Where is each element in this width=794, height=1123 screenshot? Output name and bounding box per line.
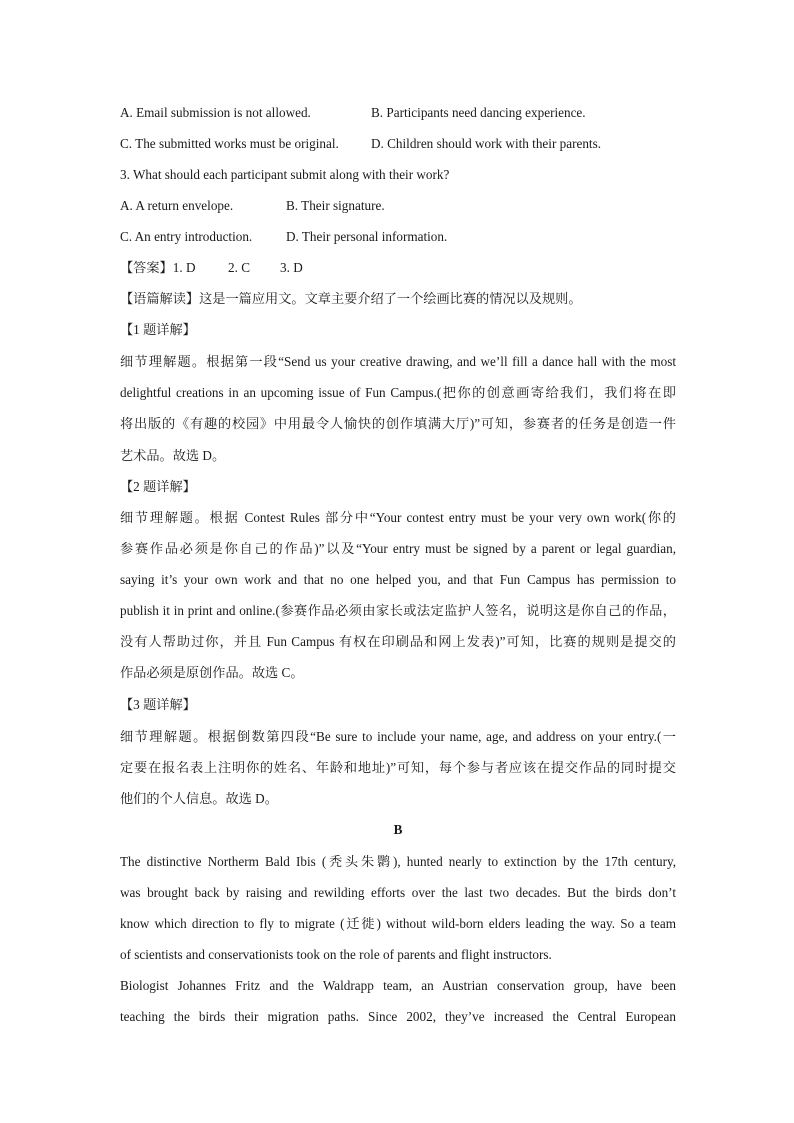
section-b-line: teaching the birds their migration paths. Since 2002, they’ve increased the Central European	[120, 1009, 676, 1024]
detail2-line: 没有人帮助过你，并且 Fun Campus 有权在印刷品和网上发表)”可知，比赛的规则是提交的	[120, 634, 676, 649]
q2-options-row-2	[120, 134, 676, 154]
detail2-line: saying it’s your own work and that no one helped you, and that Fun Campus has permission to	[120, 572, 676, 587]
detail1-line: 将出版的《有趣的校园》中用最令人愉快的创作填满大厅)”可知，参赛者的任务是创造一件	[120, 416, 676, 431]
section-b-line: The distinctive Northerm Bald Ibis (秃头朱鹮), hunted nearly to extinction by the 17th century,	[120, 854, 676, 869]
q2-option-d: D. Children should work with their parents.	[371, 136, 602, 151]
q3-question: 3. What should each participant submit along with their work?	[120, 167, 450, 182]
section-b-title: B	[393, 822, 403, 837]
detail2-line: 参赛作品必须是你自己的作品)”以及“Your entry must be signed by a parent or legal guardian,	[120, 541, 676, 556]
detail1-line: delightful creations in an upcoming issue of Fun Campus.(把你的创意画寄给我们，我们将在即	[120, 385, 676, 400]
section-b-line: know which direction to fly to migrate (迁徙) without wild-born elders leading the way. So a team	[120, 916, 676, 931]
section-b-line: was brought back by raising and rewilding efforts over the last two decades. But the birds don’t	[120, 885, 676, 900]
q2-option-c: C. The submitted works must be original.	[120, 136, 339, 151]
answer-item: 3. D	[280, 260, 303, 275]
detail2-line: publish it in print and online.(参赛作品必须由家长或法定监护人签名，说明这是你自己的作品，	[120, 603, 676, 618]
detail1-line: 细节理解题。根据第一段“Send us your creative drawing, and we’ll fill a dance hall with the most	[120, 354, 676, 369]
summary-line	[120, 289, 676, 309]
section-b-line: Biologist Johannes Fritz and the Waldrapp team, an Austrian conservation group, have been	[120, 978, 676, 993]
answer-label: 【答案】	[120, 260, 173, 275]
detail2-line: 作品必须是原创作品。故选 C。	[120, 665, 304, 680]
detail3-line: 他们的个人信息。故选 D。	[120, 791, 278, 806]
q3-option-c: C. An entry introduction.	[120, 229, 253, 244]
detail2-heading: 【2 题详解】	[120, 479, 196, 494]
answer-item: 1. D	[172, 260, 196, 275]
q2-option-b: B. Participants need dancing experience.	[371, 105, 586, 120]
detail3-line: 细节理解题。根据倒数第四段“Be sure to include your name, age, and address on your entry.(一	[120, 729, 676, 744]
q2-option-a: A. Email submission is not allowed.	[120, 105, 311, 120]
answer-item: 2. C	[228, 260, 250, 275]
q2-options-row-1	[120, 103, 676, 123]
detail3-line: 定要在报名表上注明你的姓名、年龄和地址)”可知，每个参与者应该在提交作品的同时提交	[120, 760, 676, 775]
section-b-line: of scientists and conservationists took on the role of parents and flight instructors.	[120, 947, 552, 962]
q3-option-d: D. Their personal information.	[286, 229, 448, 244]
detail1-heading: 【1 题详解】	[120, 322, 196, 337]
summary-label: 【语篇解读】	[120, 291, 200, 306]
detail2-line: 细节理解题。根据 Contest Rules 部分中“Your contest entry must be your very own work(你的	[120, 510, 676, 525]
summary-text: 这是一篇应用文。文章主要介绍了一个绘画比赛的情况以及规则。	[199, 291, 582, 306]
q3-option-a: A. A return envelope.	[120, 198, 234, 213]
q3-options-row-1	[120, 196, 676, 216]
q3-options-row-2	[120, 227, 676, 247]
detail1-line: 艺术品。故选 D。	[120, 448, 226, 463]
detail3-heading: 【3 题详解】	[120, 697, 196, 712]
answer-line	[120, 258, 676, 278]
q3-option-b: B. Their signature.	[286, 198, 385, 213]
